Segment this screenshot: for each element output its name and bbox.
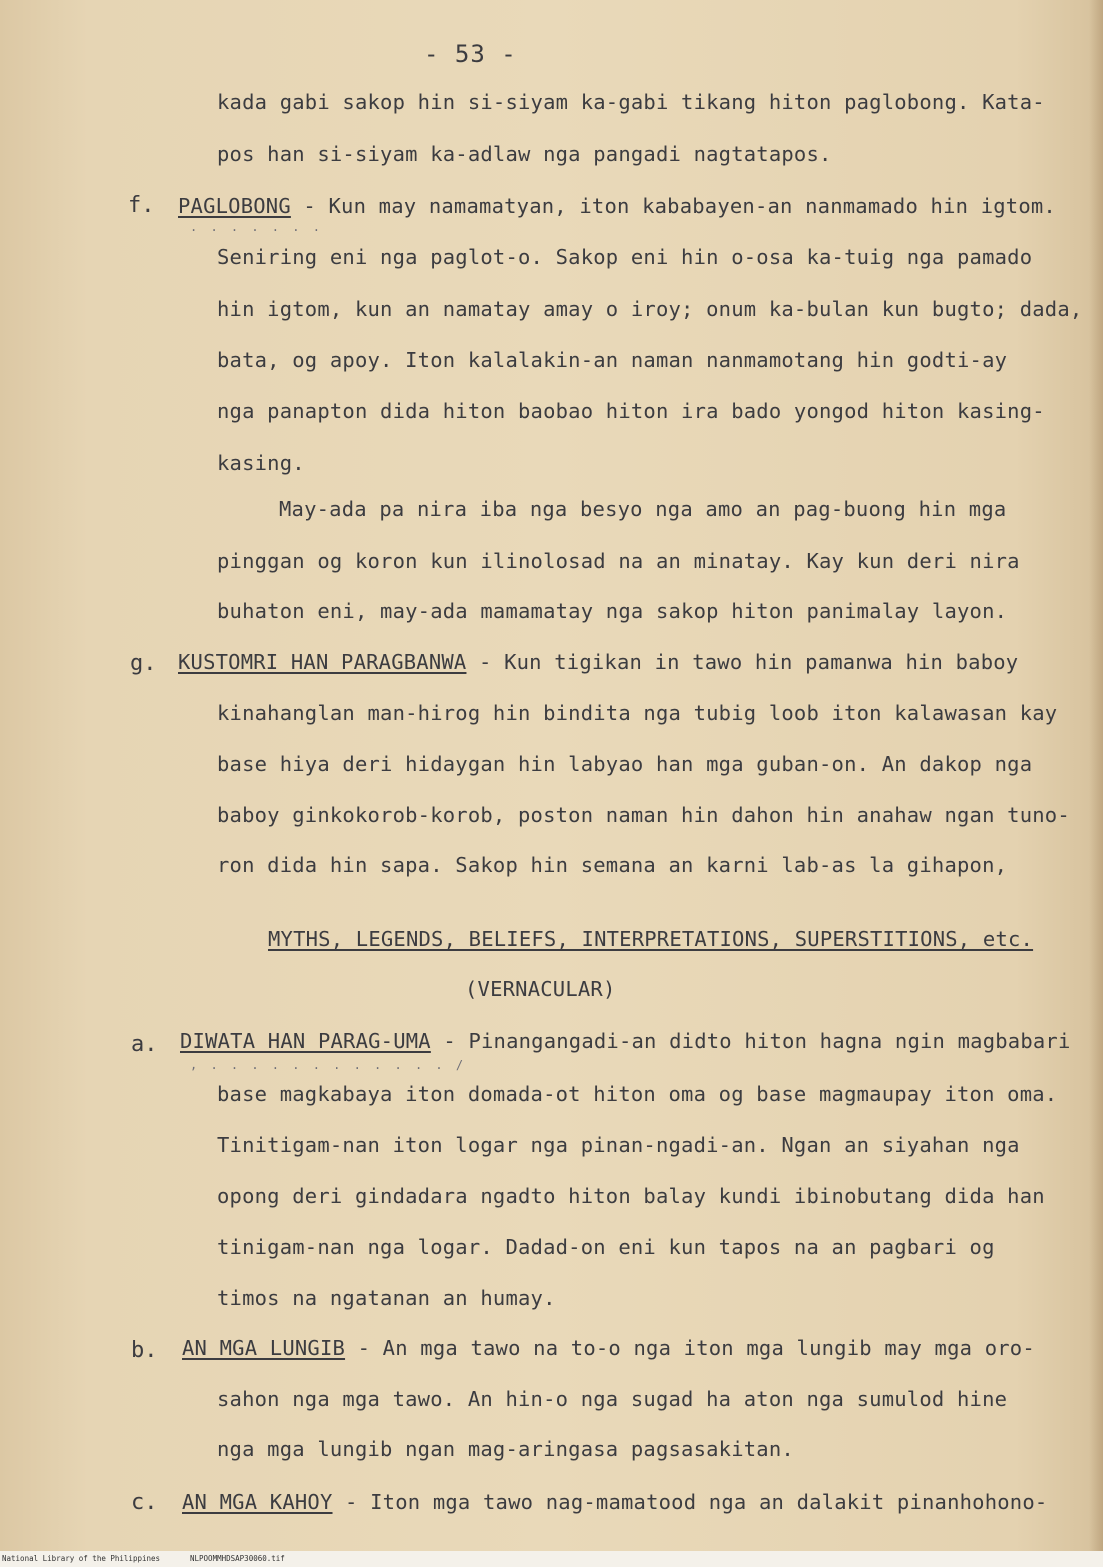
item-b-heading-line <box>182 1335 1035 1361</box>
text-line: hin igtom, kun an namatay amay o iroy; onum ka-bulan kun bugto; dada, <box>217 297 1083 321</box>
text-line: May-ada pa nira iba nga besyo nga amo an pag-buong hin mga <box>279 497 1007 521</box>
scan-footer <box>0 1551 1103 1567</box>
text-line: Seniring eni nga paglot-o. Sakop eni hin o-osa ka-tuig nga pamado <box>217 245 1033 269</box>
text-line: pinggan og koron kun ilinolosad na an minatay. Kay kun deri nira <box>217 549 1020 573</box>
text-line: opong deri gindadara ngadto hiton balay kundi ibinobutang dida han <box>217 1184 1045 1208</box>
item-f-text: - Kun may namamatyan, iton kababayen-an nanmamado hin igtom. <box>290 194 1056 218</box>
item-g-heading: KUSTOMRI HAN PARAGBANWA <box>178 650 467 674</box>
item-marker-a: a. <box>131 1032 158 1057</box>
section-subtitle: (VERNACULAR) <box>465 977 616 1001</box>
pencil-tick-marks: . . . . . . . <box>190 220 323 234</box>
footer-filename: NLPOOMMHDSAP30060.tif <box>190 1554 285 1563</box>
item-b-text: - An mga tawo na to-o nga iton mga lungib may mga oro- <box>345 1336 1035 1360</box>
page-number: - 53 - <box>424 40 517 68</box>
item-g-heading-line <box>178 649 1018 675</box>
text-line: sahon nga mga tawo. An hin-o nga sugad ha aton nga sumulod hine <box>217 1387 1008 1411</box>
text-line: Tinitigam-nan iton logar nga pinan-ngadi-an. Ngan an siyahan nga <box>217 1133 1020 1157</box>
item-c-text: - Iton mga tawo nag-mamatood nga an dalakit pinanhohono- <box>332 1490 1048 1514</box>
item-c-heading: AN MGA KAHOY <box>182 1490 333 1514</box>
item-marker-b: b. <box>131 1338 158 1363</box>
item-a-heading: DIWATA HAN PARAG-UMA <box>180 1029 431 1053</box>
text-line: nga panapton dida hiton baobao hiton ira bado yongod hiton kasing- <box>217 399 1045 423</box>
item-c-heading-line <box>182 1489 1047 1515</box>
text-line: pos han si-siyam ka-adlaw nga pangadi nagtatapos. <box>217 142 832 166</box>
item-f-heading: PAGLOBONG <box>178 194 291 218</box>
pencil-tick-marks: , . . . . . . . . . . . . / <box>190 1058 467 1072</box>
text-line: timos na ngatanan an humay. <box>217 1286 556 1310</box>
text-line: nga mga lungib ngan mag-aringasa pagsasakitan. <box>217 1437 794 1461</box>
item-marker-f: f. <box>128 193 155 218</box>
text-line: kasing. <box>217 451 305 475</box>
item-g-text: - Kun tigikan in tawo hin pamanwa hin baboy <box>466 650 1019 674</box>
text-line: ron dida hin sapa. Sakop hin semana an karni lab-as la gihapon, <box>217 853 1008 877</box>
item-a-text: - Pinangangadi-an didto hiton hagna ngin magbabari <box>430 1029 1071 1053</box>
text-line: tinigam-nan nga logar. Dadad-on eni kun tapos na an pagbari og <box>217 1235 995 1259</box>
item-b-heading: AN MGA LUNGIB <box>182 1336 346 1360</box>
text-line: buhaton eni, may-ada mamamatay nga sakop hiton panimalay layon. <box>217 599 1008 623</box>
item-a-heading-line <box>180 1028 1071 1054</box>
item-marker-g: g. <box>130 651 157 676</box>
footer-library: National Library of the Philippines <box>2 1554 161 1563</box>
text-line: base hiya deri hidaygan hin labyao han mga guban-on. An dakop nga <box>217 752 1033 776</box>
text-line: baboy ginkokorob-korob, poston naman hin dahon hin anahaw ngan tuno- <box>217 803 1070 827</box>
text-line: bata, og apoy. Iton kalalakin-an naman nanmamotang hin godti-ay <box>217 348 1008 372</box>
text-line: base magkabaya iton domada-ot hiton oma og base magmaupay iton oma. <box>217 1082 1058 1106</box>
text-line: kada gabi sakop hin si-siyam ka-gabi tikang hiton paglobong. Kata- <box>217 90 1045 114</box>
page-edge-shadow <box>1089 0 1103 1567</box>
section-title: MYTHS, LEGENDS, BELIEFS, INTERPRETATIONS, SUPERSTITIONS, etc. <box>268 927 1034 951</box>
item-marker-c: c. <box>131 1490 158 1515</box>
text-line: kinahanglan man-hirog hin bindita nga tubig loob iton kalawasan kay <box>217 701 1058 725</box>
item-f-heading-line <box>178 193 1056 219</box>
